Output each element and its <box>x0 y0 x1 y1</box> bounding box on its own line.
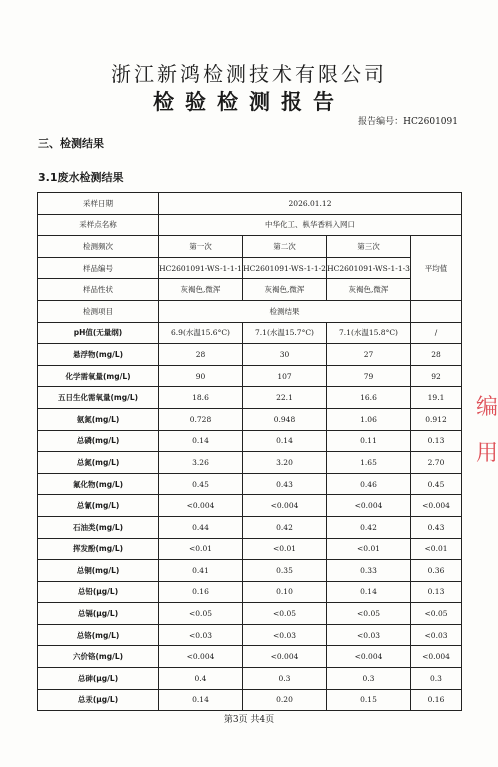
result-value: 18.6 <box>159 387 243 409</box>
param-name: 总铜(mg/L) <box>38 560 159 582</box>
result-value: 0.33 <box>327 560 411 582</box>
result-value: 0.3 <box>327 668 411 690</box>
page-footer: 第3页 共4页 <box>223 715 275 725</box>
table-row <box>38 214 462 236</box>
result-value: 0.15 <box>327 689 411 711</box>
average-value: <0.01 <box>411 538 462 560</box>
table-row <box>38 430 462 452</box>
result-value: 0.42 <box>243 516 327 538</box>
table-row <box>38 236 462 258</box>
result-value: 7.1(水温15.7°C) <box>243 322 327 344</box>
result-value: <0.004 <box>243 495 327 517</box>
freq-3: 第三次 <box>327 236 411 258</box>
date-value: 2026.01.12 <box>159 193 462 215</box>
result-value: 16.6 <box>327 387 411 409</box>
table-row <box>38 624 462 646</box>
param-name: 总磷(mg/L) <box>38 430 159 452</box>
table-row <box>38 279 462 301</box>
result-value: <0.03 <box>327 624 411 646</box>
result-value: <0.004 <box>327 495 411 517</box>
result-value: <0.01 <box>243 538 327 560</box>
table-row <box>38 452 462 474</box>
param-name: 氟化物(mg/L) <box>38 473 159 495</box>
result-value: <0.03 <box>243 624 327 646</box>
result-value: <0.004 <box>243 646 327 668</box>
avg-label: 平均值 <box>411 236 462 301</box>
table-row <box>38 495 462 517</box>
result-value: <0.01 <box>159 538 243 560</box>
sample-no-3: HC2601091-WS-1-1-3 <box>327 257 411 279</box>
result-value: 27 <box>327 344 411 366</box>
result-value: <0.05 <box>327 603 411 625</box>
result-value: 79 <box>327 365 411 387</box>
result-value: 22.1 <box>243 387 327 409</box>
wastewater-results-table <box>37 192 462 711</box>
location-label: 采样点名称 <box>38 214 159 236</box>
param-name: 总汞(μg/L) <box>38 689 159 711</box>
report-title: 检验检测报告 <box>153 90 345 114</box>
result-label: 检测结果 <box>159 300 411 322</box>
result-value: 30 <box>243 344 327 366</box>
table-row <box>38 646 462 668</box>
result-value: 0.20 <box>243 689 327 711</box>
property-3: 灰褐色,微浑 <box>327 279 411 301</box>
result-value: <0.004 <box>159 495 243 517</box>
average-value: 0.16 <box>411 689 462 711</box>
average-value: 0.13 <box>411 430 462 452</box>
section-title: 三、检测结果 <box>38 137 104 150</box>
result-value: 0.46 <box>327 473 411 495</box>
result-value: <0.05 <box>243 603 327 625</box>
table-row <box>38 408 462 430</box>
result-value: 0.41 <box>159 560 243 582</box>
table-row <box>38 603 462 625</box>
average-value: <0.05 <box>411 603 462 625</box>
average-value: 28 <box>411 344 462 366</box>
table-row <box>38 689 462 711</box>
result-value: 28 <box>159 344 243 366</box>
result-value: 0.43 <box>243 473 327 495</box>
result-value: 0.35 <box>243 560 327 582</box>
table-row <box>38 344 462 366</box>
table-row <box>38 257 462 279</box>
average-value: 0.912 <box>411 408 462 430</box>
table-row <box>38 300 462 322</box>
param-name: 总铬(mg/L) <box>38 624 159 646</box>
result-value: 0.3 <box>243 668 327 690</box>
param-name: 石油类(mg/L) <box>38 516 159 538</box>
property-label: 样品性状 <box>38 279 159 301</box>
result-value: 0.728 <box>159 408 243 430</box>
freq-2: 第二次 <box>243 236 327 258</box>
result-value: 7.1(水温15.8°C) <box>327 322 411 344</box>
result-value: <0.05 <box>159 603 243 625</box>
result-value: 90 <box>159 365 243 387</box>
result-value: 0.44 <box>159 516 243 538</box>
result-value: 107 <box>243 365 327 387</box>
blank-cell <box>411 300 462 322</box>
average-value: <0.03 <box>411 624 462 646</box>
property-1: 灰褐色,微浑 <box>159 279 243 301</box>
table-row <box>38 668 462 690</box>
report-number: 报告编号：HC2601091 <box>358 117 458 127</box>
result-value: <0.01 <box>327 538 411 560</box>
result-value: 1.65 <box>327 452 411 474</box>
average-value: 2.70 <box>411 452 462 474</box>
average-value: <0.004 <box>411 646 462 668</box>
param-name: 六价铬(mg/L) <box>38 646 159 668</box>
item-label: 检测项目 <box>38 300 159 322</box>
result-value: 0.11 <box>327 430 411 452</box>
param-name: 化学需氧量(mg/L) <box>38 365 159 387</box>
table-row <box>38 581 462 603</box>
average-value: 0.43 <box>411 516 462 538</box>
result-value: 0.14 <box>243 430 327 452</box>
freq-1: 第一次 <box>159 236 243 258</box>
sample-no-1: HC2601091-WS-1-1-1 <box>159 257 243 279</box>
average-value: 92 <box>411 365 462 387</box>
table-row <box>38 365 462 387</box>
location-value: 中华化工、枞华香料入网口 <box>159 214 462 236</box>
param-name: 总砷(μg/L) <box>38 668 159 690</box>
subsection-title: 3.1废水检测结果 <box>38 171 124 184</box>
average-value: / <box>411 322 462 344</box>
red-stamp-fragment <box>476 385 498 485</box>
result-value: 1.06 <box>327 408 411 430</box>
sample-no-label: 样品编号 <box>38 257 159 279</box>
average-value: <0.004 <box>411 495 462 517</box>
company-name: 浙江新鸿检测技术有限公司 <box>111 62 387 86</box>
average-value: 19.1 <box>411 387 462 409</box>
table-row <box>38 473 462 495</box>
param-name: 总氮(mg/L) <box>38 452 159 474</box>
param-name: 五日生化需氧量(mg/L) <box>38 387 159 409</box>
result-value: 0.14 <box>327 581 411 603</box>
result-value: 6.9(水温15.6°C) <box>159 322 243 344</box>
table-row <box>38 193 462 215</box>
stamp-char: 用 <box>476 441 498 466</box>
result-value: <0.004 <box>327 646 411 668</box>
result-value: <0.03 <box>159 624 243 646</box>
average-value: 0.36 <box>411 560 462 582</box>
table-row <box>38 516 462 538</box>
sample-no-2: HC2601091-WS-1-1-2 <box>243 257 327 279</box>
date-label: 采样日期 <box>38 193 159 215</box>
param-name: 氨氮(mg/L) <box>38 408 159 430</box>
property-2: 灰褐色,微浑 <box>243 279 327 301</box>
result-value: 0.42 <box>327 516 411 538</box>
stamp-char: 编 <box>476 395 498 420</box>
table-row <box>38 387 462 409</box>
result-value: 0.948 <box>243 408 327 430</box>
result-value: 3.20 <box>243 452 327 474</box>
param-name: 总镉(μg/L) <box>38 603 159 625</box>
result-value: 0.14 <box>159 689 243 711</box>
param-name: 总氰(mg/L) <box>38 495 159 517</box>
result-value: 0.14 <box>159 430 243 452</box>
table-row <box>38 538 462 560</box>
param-name: 挥发酚(mg/L) <box>38 538 159 560</box>
average-value: 0.13 <box>411 581 462 603</box>
average-value: 0.3 <box>411 668 462 690</box>
result-value: 0.45 <box>159 473 243 495</box>
param-name: 总铅(μg/L) <box>38 581 159 603</box>
result-value: 0.16 <box>159 581 243 603</box>
result-value: <0.004 <box>159 646 243 668</box>
result-value: 3.26 <box>159 452 243 474</box>
result-value: 0.4 <box>159 668 243 690</box>
param-name: pH值(无量纲) <box>38 322 159 344</box>
result-value: 0.10 <box>243 581 327 603</box>
param-name: 悬浮物(mg/L) <box>38 344 159 366</box>
table-row <box>38 560 462 582</box>
average-value: 0.45 <box>411 473 462 495</box>
freq-label: 检测频次 <box>38 236 159 258</box>
table-row <box>38 322 462 344</box>
